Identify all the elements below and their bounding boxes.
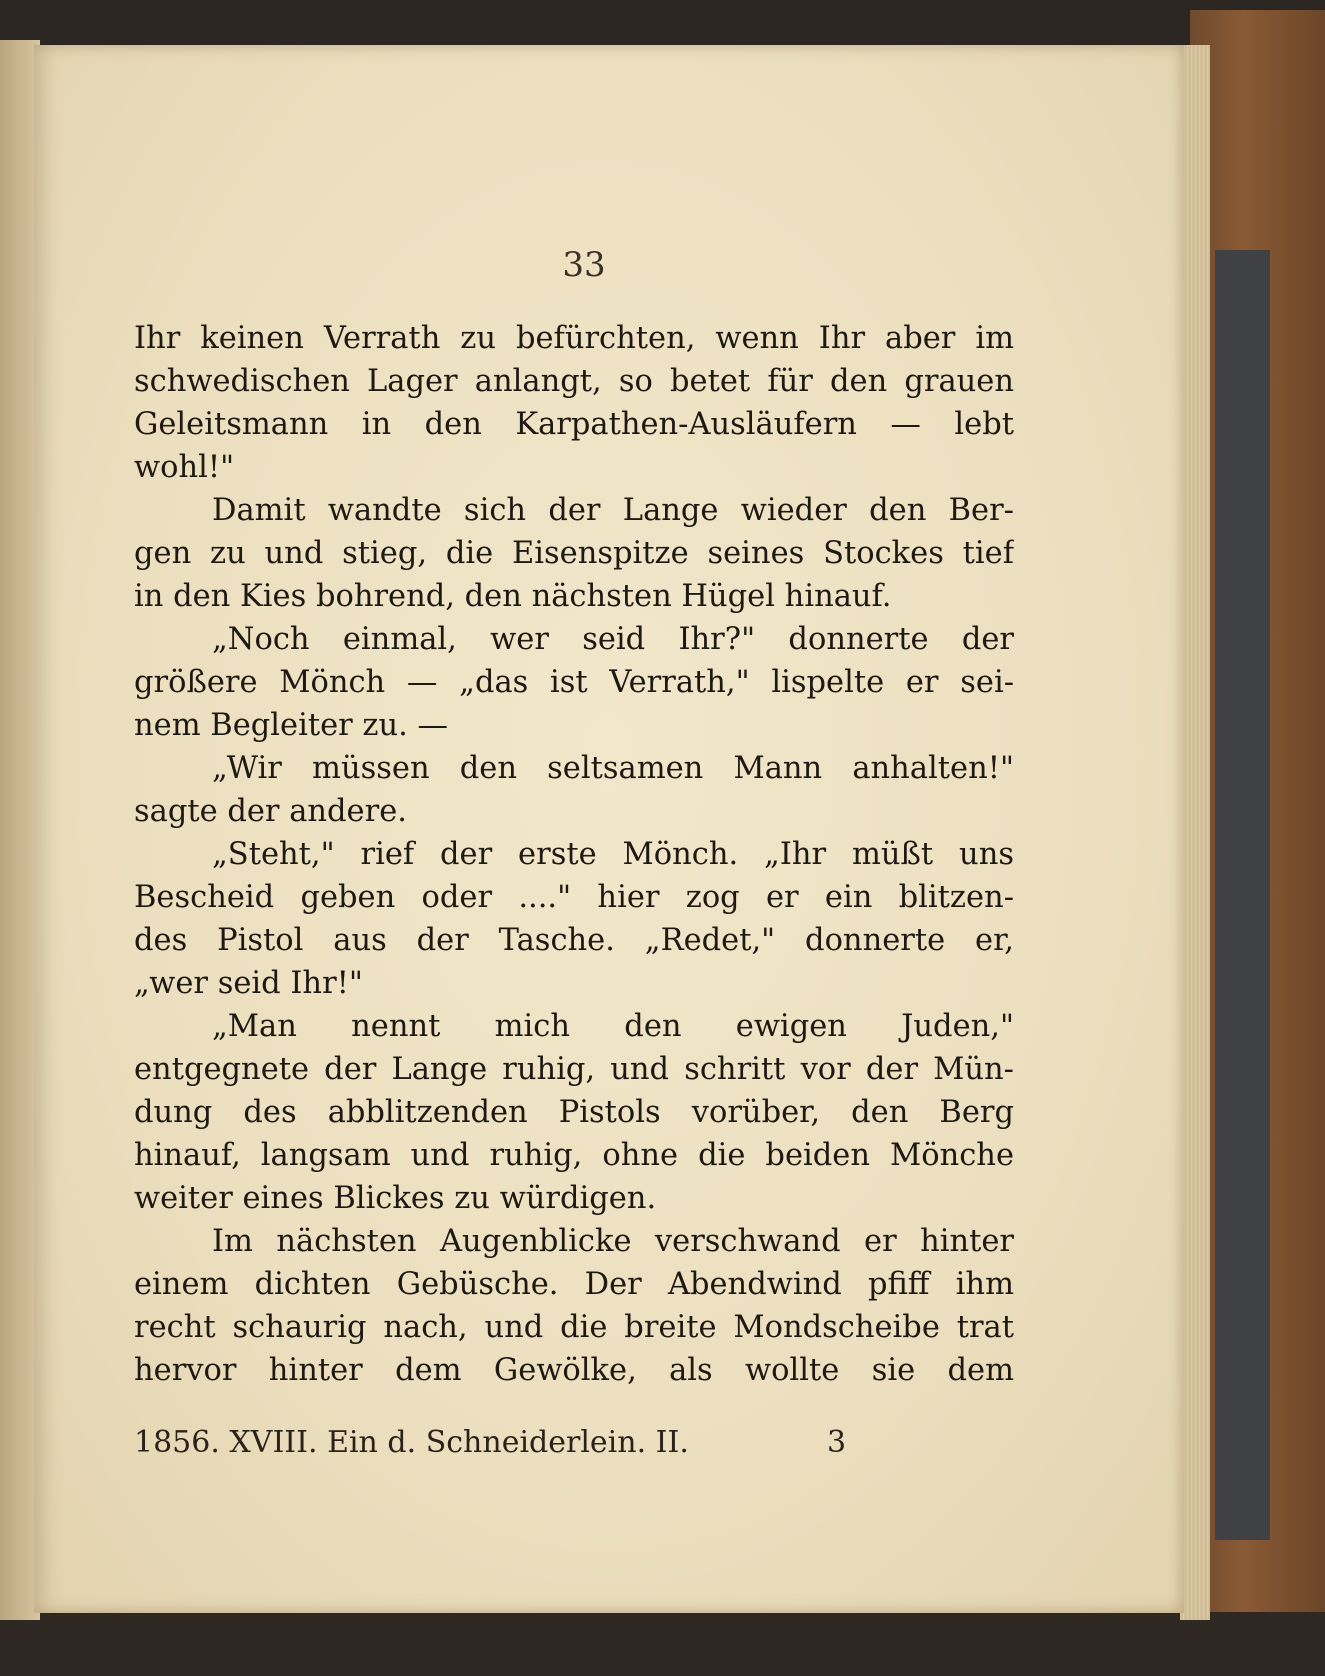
text-line: größere Mönch — „das ist Verrath," lispelte er sei-	[134, 665, 1014, 700]
text-line: Bescheid geben oder ...." hier zog er ein blitzen-	[134, 880, 1014, 915]
text-line: „Noch einmal, wer seid Ihr?" donnerte der	[212, 622, 1014, 657]
text-line: Im nächsten Augenblicke verschwand er hinter	[212, 1224, 1014, 1259]
page-number: 33	[562, 245, 606, 285]
text-line: nem Begleiter zu. —	[134, 708, 449, 743]
text-line: wohl!"	[134, 450, 235, 485]
text-line: entgegnete der Lange ruhig, und schritt vor der Mün-	[134, 1052, 1014, 1087]
text-line: recht schaurig nach, und die breite Mondscheibe trat	[134, 1310, 1014, 1345]
text-line: in den Kies bohrend, den nächsten Hügel hinauf.	[134, 579, 892, 614]
text-line: dung des abblitzenden Pistols vorüber, den Berg	[134, 1095, 1014, 1130]
signature-mark: 3	[827, 1425, 847, 1460]
text-line: Ihr keinen Verrath zu befürchten, wenn Ihr aber im	[134, 321, 1014, 356]
book-bottom-edge	[0, 1612, 1325, 1676]
text-line: Damit wandte sich der Lange wieder den Ber-	[212, 493, 1014, 528]
text-line: „Steht," rief der erste Mönch. „Ihr müßt uns	[212, 837, 1014, 872]
text-line: weiter eines Blickes zu würdigen.	[134, 1181, 657, 1216]
text-line: des Pistol aus der Tasche. „Redet," donnerte er,	[134, 923, 1014, 958]
text-line: sagte der andere.	[134, 794, 407, 829]
text-line: „Man nennt mich den ewigen Juden,"	[212, 1009, 1014, 1044]
text-line: „wer seid Ihr!"	[134, 966, 363, 1001]
text-line: gen zu und stieg, die Eisenspitze seines Stockes tief	[134, 536, 1014, 571]
book-cover-cloth	[1215, 250, 1270, 1540]
book-page	[34, 45, 1184, 1613]
text-line: hinauf, langsam und ruhig, ohne die beiden Mönche	[134, 1138, 1014, 1173]
text-line: einem dichten Gebüsche. Der Abendwind pfiff ihm	[134, 1267, 1014, 1302]
page-stack-edges	[1180, 45, 1210, 1620]
body-text	[134, 317, 1014, 1392]
footer-imprint: 1856. XVIII. Ein d. Schneiderlein. II.	[134, 1425, 689, 1460]
text-line: hervor hinter dem Gewölke, als wollte sie dem	[134, 1353, 1014, 1388]
text-line: schwedischen Lager anlangt, so betet für den grauen	[134, 364, 1014, 399]
text-line: „Wir müssen den seltsamen Mann anhalten!"	[212, 751, 1014, 786]
text-line: Geleitsmann in den Karpathen-Ausläufern — lebt	[134, 407, 1014, 442]
